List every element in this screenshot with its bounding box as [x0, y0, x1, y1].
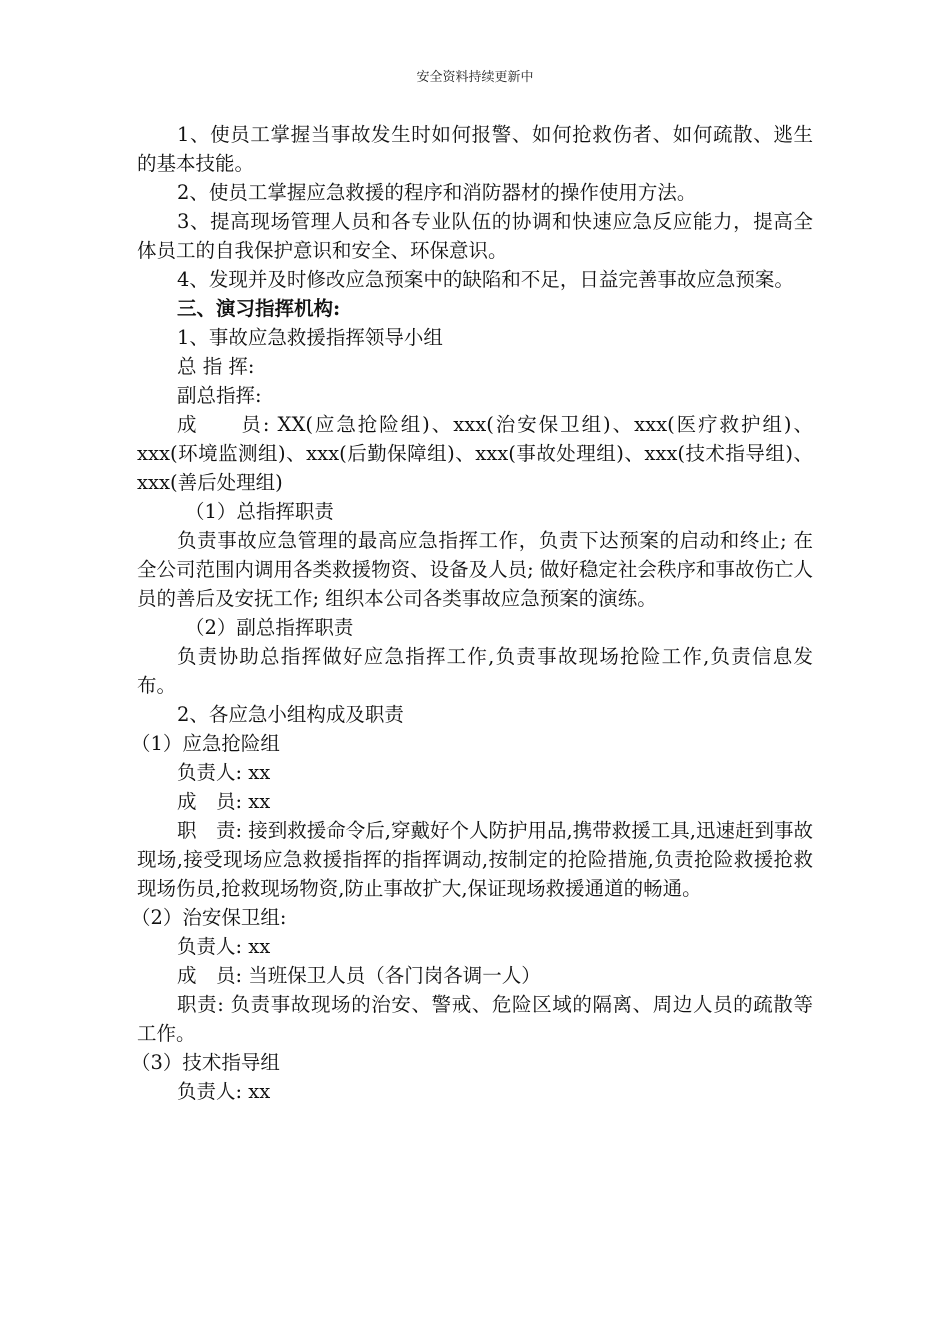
item-heading-deputy-duty: （2）副总指挥职责: [185, 616, 354, 639]
line-rescue-members: 成 员: xx: [177, 790, 271, 813]
line-technical-leader: 负责人: xx: [177, 1080, 271, 1103]
paragraph-goal-2: 2、使员工掌握应急救援的程序和消防器材的操作使用方法。: [177, 181, 697, 204]
line-security-members: 成 员: 当班保卫人员（各门岗各调一人）: [177, 964, 541, 987]
paragraph-rescue-duty: 职 责: 接到救援命令后,穿戴好个人防护用品,携带救援工具,迅速赶到事故现场,接受现场应急救援指挥的指挥调动,按制定的抢险措施,负责抢险救援抢救现场伤员,抢救现场物资,防止事故扩大,保证现场救援通道的畅通。: [137, 819, 813, 900]
paragraph-goal-4: 4、发现并及时修改应急预案中的缺陷和不足，日益完善事故应急预案。: [177, 268, 794, 291]
group-heading-security: （2）治安保卫组:: [131, 906, 287, 929]
item-heading-commander-duty: （1）总指挥职责: [185, 500, 334, 523]
line-deputy-commander: 副总指挥:: [177, 384, 262, 407]
paragraph-deputy-duty: 负责协助总指挥做好应急指挥工作,负责事故现场抢险工作,负责信息发布。: [137, 645, 813, 697]
line-security-leader: 负责人: xx: [177, 935, 271, 958]
section-heading: 三、演习指挥机构:: [177, 297, 341, 320]
line-commander: 总 指 挥:: [177, 355, 255, 378]
line-rescue-leader: 负责人: xx: [177, 761, 271, 784]
document-body: [131, 120, 813, 1106]
line-members: 成 员: XX(应急抢险组)、xxx(治安保卫组)、xxx(医疗救护组)、xxx(环境监测组)、xxx(后勤保障组)、xxx(事故处理组)、xxx(技术指导组)、xxx(善后处理组): [137, 413, 813, 494]
group-heading-rescue: （1）应急抢险组: [131, 732, 280, 755]
subsection-heading-1: 1、事故应急救援指挥领导小组: [177, 326, 443, 349]
paragraph-commander-duty: 负责事故应急管理的最高应急指挥工作，负责下达预案的启动和终止; 在全公司范围内调用各类救援物资、设备及人员; 做好稳定社会秩序和事故伤亡人员的善后及安抚工作; 组织本公司各类事故应急预案的演练。: [137, 529, 813, 610]
page-header: 安全资料持续更新中: [416, 70, 534, 85]
group-heading-technical: （3）技术指导组: [131, 1051, 280, 1074]
paragraph-security-duty: 职责: 负责事故现场的治安、警戒、危险区域的隔离、周边人员的疏散等工作。: [137, 993, 813, 1045]
paragraph-goal-3: 3、提高现场管理人员和各专业队伍的协调和快速应急反应能力，提高全体员工的自我保护意识和安全、环保意识。: [137, 210, 813, 262]
subsection-heading-2: 2、各应急小组构成及职责: [177, 703, 404, 726]
paragraph-goal-1: 1、使员工掌握当事故发生时如何报警、如何抢救伤者、如何疏散、逃生的基本技能。: [137, 123, 813, 175]
